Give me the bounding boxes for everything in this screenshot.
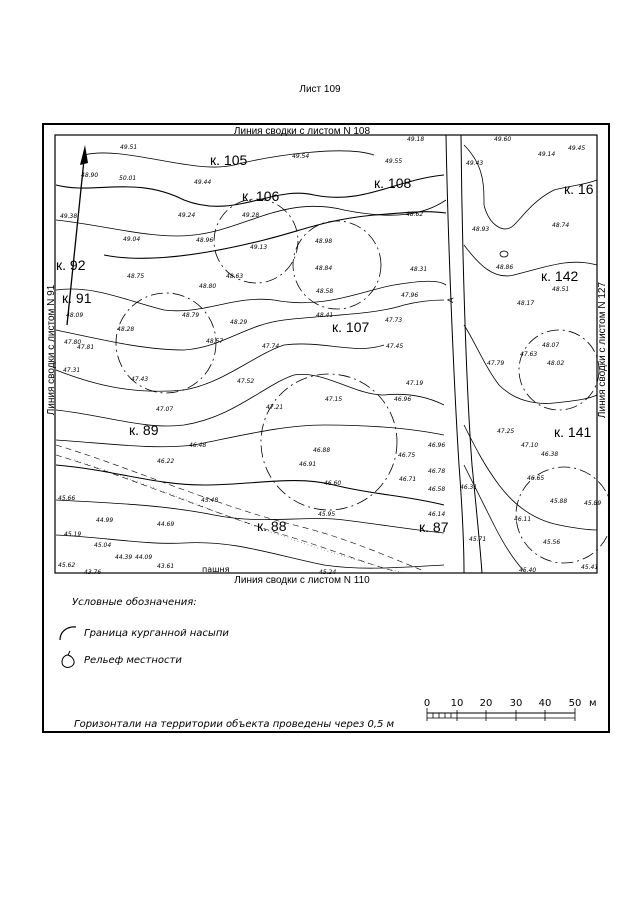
plot-label: к. 92: [56, 257, 86, 273]
elevation-mark: 48.62: [406, 211, 424, 218]
elevation-mark: 48.51: [552, 286, 570, 293]
field-lines: [56, 445, 424, 571]
elevation-mark: 49.55: [385, 158, 403, 165]
elevation-mark: 46.96: [428, 442, 446, 449]
legend-item: Граница курганной насыпи: [84, 628, 229, 639]
elevation-mark: 49.18: [407, 136, 425, 143]
elevation-mark: 47.19: [406, 380, 424, 387]
elevation-mark: 48.79: [182, 312, 200, 319]
elevation-mark: 46.91: [299, 461, 317, 468]
elevation-mark: 49.43: [466, 160, 484, 167]
road: [446, 135, 482, 573]
elevation-mark: 47.07: [156, 406, 174, 413]
elevation-mark: 46.14: [428, 511, 446, 518]
elevation-mark: 47.52: [237, 378, 255, 385]
relief-symbol: [500, 251, 508, 257]
elevation-mark: 47.45: [386, 343, 404, 350]
elevation-mark: 49.51: [120, 144, 138, 151]
plot-label: к. 105: [210, 152, 248, 168]
plot-label: к. 107: [332, 319, 370, 335]
elevation-mark: 48.90: [81, 172, 99, 179]
elevation-mark: 46.71: [399, 476, 417, 483]
mound-boundaries: [116, 199, 608, 563]
elevation-mark: 48.17: [517, 300, 535, 307]
elevation-mark: 48.41: [316, 312, 334, 319]
elevation-mark: 47.80: [64, 339, 82, 346]
elevation-mark: 46.88: [313, 447, 331, 454]
elevation-mark: 45.89: [584, 500, 602, 507]
elevation-mark: 49.60: [494, 136, 512, 143]
elevation-mark: 46.78: [428, 468, 446, 475]
scale-bar: [424, 698, 597, 721]
field-label: пашня: [202, 565, 230, 574]
elevation-mark: 44.09: [135, 554, 153, 561]
elevation-mark: 46.65: [527, 475, 545, 482]
elevation-mark: 49.13: [250, 244, 268, 251]
legend-title: Условные обозначения:: [72, 597, 197, 608]
elevation-mark: 49.14: [538, 151, 556, 158]
elevation-mark: 48.80: [199, 283, 217, 290]
scale-tick: 30: [509, 698, 523, 709]
elevation-mark: 44.39: [115, 554, 133, 561]
elevation-mark: 47.74: [262, 343, 280, 350]
elevation-mark: 50.01: [119, 175, 137, 182]
elevation-mark: 47.81: [77, 344, 95, 351]
elevation-mark: 48.07: [542, 342, 560, 349]
contour-lines: [56, 145, 597, 571]
elevation-mark: 46.75: [398, 452, 416, 459]
plot-label: к. 87: [419, 519, 449, 535]
elevation-mark: 46.38: [541, 451, 559, 458]
elevation-mark: 48.84: [315, 265, 333, 272]
sheet-title: Лист 109: [299, 84, 341, 95]
scale-unit: м: [589, 698, 597, 709]
elevation-mark: 45.41: [581, 564, 599, 571]
elevation-mark: 48.02: [547, 360, 565, 367]
elevation-mark: 48.28: [117, 326, 135, 333]
elevation-mark: 47.63: [520, 351, 538, 358]
elevation-mark: 48.75: [127, 273, 145, 280]
plot-label: к. 89: [129, 422, 159, 438]
elevation-mark: 45.88: [550, 498, 568, 505]
elevation-mark: 49.04: [123, 236, 141, 243]
plot-label: к. 91: [62, 290, 92, 306]
elevation-mark: 44.69: [157, 521, 175, 528]
elevation-mark: 48.74: [552, 222, 570, 229]
elevation-mark: 49.28: [242, 212, 260, 219]
elevation-mark: 46.48: [189, 442, 207, 449]
elevation-mark: 49.38: [60, 213, 78, 220]
elevation-mark: 45.56: [543, 539, 561, 546]
elevation-mark: 48.93: [472, 226, 490, 233]
survey-boundary: [55, 135, 597, 573]
elevation-mark: 48.96: [196, 237, 214, 244]
elevation-mark: 43.76: [84, 569, 102, 576]
mound-boundary-symbol: [60, 627, 76, 640]
elevation-mark: 48.63: [226, 273, 244, 280]
plot-label: к. 142: [541, 268, 579, 284]
elevation-mark: 47.31: [63, 367, 81, 374]
elevation-mark: 47.79: [487, 360, 505, 367]
edge-label-right: Линия сводки с листом N 127: [597, 281, 608, 419]
elevation-mark: 45.48: [201, 497, 219, 504]
elevation-mark: 48.86: [496, 264, 514, 271]
elevation-mark: 48.29: [230, 319, 248, 326]
plot-label: к. 88: [257, 518, 287, 534]
scale-tick: 20: [479, 698, 493, 709]
scale-tick: 0: [423, 698, 431, 709]
elevation-mark: 46.96: [394, 396, 412, 403]
elevation-mark: 48.09: [66, 312, 84, 319]
mound-boundary-107: [293, 221, 381, 309]
elevation-mark: 45.62: [58, 562, 76, 569]
edge-label-bottom: Линия сводки с листом N 110: [234, 575, 370, 586]
relief-symbol-legend: [62, 655, 74, 667]
elevation-mark: 47.21: [266, 404, 284, 411]
elevation-mark: 47.25: [497, 428, 515, 435]
legend-item: Рельеф местности: [84, 655, 182, 666]
elevation-mark: 46.22: [157, 458, 175, 465]
elevation-mark: 49.54: [292, 153, 310, 160]
elevation-mark: 45.95: [318, 511, 336, 518]
map-frame: [42, 123, 610, 733]
elevation-mark: 49.45: [568, 145, 586, 152]
plot-label: к. 16: [564, 181, 594, 197]
elevation-mark: 45.66: [58, 495, 76, 502]
scale-tick: 40: [538, 698, 552, 709]
scale-tick: 50: [568, 698, 582, 709]
elevation-mark: 47.10: [521, 442, 539, 449]
elevation-mark: 49.44: [194, 179, 212, 186]
elevation-mark: 45.40: [519, 567, 537, 574]
elevation-mark: 45.71: [469, 536, 487, 543]
legend: [60, 596, 229, 667]
elevation-mark: 46.60: [324, 480, 342, 487]
plot-label: к. 108: [374, 175, 412, 191]
elevation-mark: 48.31: [410, 266, 428, 273]
elevation-mark: 47.15: [325, 396, 343, 403]
elevation-mark: 48.58: [316, 288, 334, 295]
contour-note: Горизонтали на территории объекта проведены через 0,5 м: [74, 719, 395, 730]
scale-tick: 10: [450, 698, 464, 709]
elevation-mark: 43.61: [157, 563, 175, 570]
edge-label-top: Линия сводки с листом N 108: [233, 126, 371, 137]
elevation-mark: 48.98: [315, 238, 333, 245]
elevation-mark: 48.57: [206, 338, 224, 345]
edge-label-left: Линия сводки с листом N 91: [46, 284, 57, 416]
elevation-mark: 46.11: [514, 516, 532, 523]
topographic-map[interactable]: [44, 125, 608, 731]
plot-label: к. 141: [554, 424, 592, 440]
elevation-mark: 46.31: [460, 484, 478, 491]
elevation-mark: 47.43: [131, 376, 149, 383]
elevation-mark: 46.58: [428, 486, 446, 493]
road-label: А: [446, 296, 456, 304]
elevation-mark: 45.19: [64, 531, 82, 538]
plot-label: к. 106: [242, 188, 280, 204]
elevation-mark: 45.24: [319, 569, 337, 576]
elevation-mark: 49.24: [178, 212, 196, 219]
elevation-mark: 47.96: [401, 292, 419, 299]
elevation-mark: 44.99: [96, 517, 114, 524]
elevation-mark: 45.04: [94, 542, 112, 549]
elevation-mark: 47.73: [385, 317, 403, 324]
